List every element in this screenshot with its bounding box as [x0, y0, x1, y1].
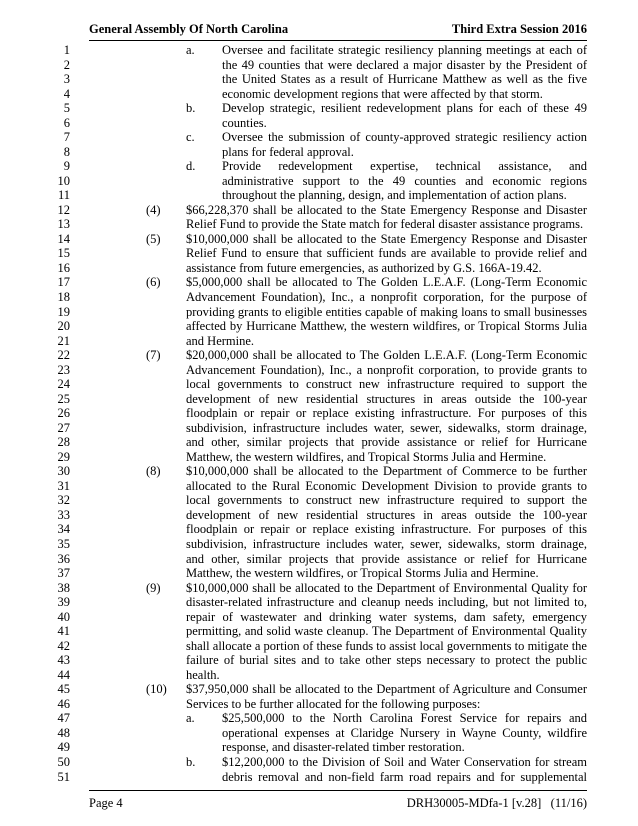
- subitem-label: c.: [186, 130, 195, 145]
- text-line: Develop strategic, resilient redevelopment plans for each of these 49: [222, 101, 587, 116]
- text-line: $5,000,000 shall be allocated to The Golden L.E.A.F. (Long-Term Economic: [186, 275, 587, 290]
- text-line: local governments to construct new infrastructure required to support the: [186, 493, 587, 508]
- line-number: 6: [63, 115, 70, 130]
- subitem-label: a.: [186, 711, 195, 726]
- line-number: 51: [57, 769, 70, 784]
- text-line: local governments to construct new infrastructure required to support the: [186, 377, 587, 392]
- line-number: 35: [57, 537, 70, 552]
- text-line: $10,000,000 shall be allocated to the Department of Environmental Quality for: [186, 580, 587, 595]
- line-number: 17: [57, 275, 70, 290]
- page-footer: [89, 796, 587, 812]
- text-line: $37,950,000 shall be allocated to the Department of Agriculture and Consumer: [186, 682, 587, 697]
- text-line: disaster-related infrastructure and cleanup needs including, but not limited to,: [186, 595, 587, 610]
- text-line: throughout the planning, design, and implementation of action plans.: [222, 188, 567, 203]
- text-line: providing grants to eligible entities capable of making loans to small businesses: [186, 304, 587, 319]
- text-line: and Hermine.: [186, 333, 255, 348]
- text-line: development of new residential structures in areas outside the 100-year: [186, 391, 587, 406]
- line-number: 50: [57, 754, 70, 769]
- subitem-label: d.: [186, 159, 196, 174]
- text-line: $10,000,000 shall be allocated to the State Emergency Response and Disaster: [186, 231, 587, 246]
- line-number: 24: [57, 377, 70, 392]
- subdivision-label: (9): [146, 580, 161, 595]
- line-number: 1: [63, 43, 70, 57]
- text-line: shall allocate a portion of these funds to assist local governments to mitigate the: [186, 638, 587, 653]
- text-line: Services to be further allocated for the following purposes:: [186, 696, 481, 711]
- header-rule: [89, 40, 587, 41]
- text-line: floodplain or repair or replace existing infrastructure. For purposes of this: [186, 522, 587, 537]
- document-id: DRH30005-MDfa-1 [v.28] (11/16): [406, 796, 587, 810]
- line-number: 36: [57, 551, 70, 566]
- text-line: affected by Hurricane Matthew, the western wildfires, or Tropical Storms Julia: [186, 319, 587, 334]
- text-line: $20,000,000 shall be allocated to The Golden L.E.A.F. (Long-Term Economic: [186, 348, 587, 363]
- text-line: repair of wastewater and drinking water systems, dam safety, emergency: [186, 609, 587, 624]
- text-line: development of new residential structures in areas outside the 100-year: [186, 507, 587, 522]
- line-number: 8: [63, 144, 70, 159]
- line-number: 10: [57, 173, 70, 188]
- line-number: 45: [57, 682, 70, 697]
- page-number: Page 4: [89, 796, 123, 810]
- line-number: 18: [57, 290, 70, 304]
- subitem-label: b.: [186, 754, 196, 769]
- line-number: 38: [57, 580, 70, 595]
- line-number: 22: [57, 348, 70, 363]
- subitem-label: a.: [186, 43, 195, 57]
- footer-rule: [89, 790, 587, 791]
- subdivision-label: (10): [146, 682, 167, 697]
- line-number: 46: [57, 696, 70, 711]
- subdivision-label: (4): [146, 202, 161, 217]
- header-title: General Assembly Of North Carolina: [89, 22, 289, 36]
- line-number: 40: [57, 609, 70, 624]
- line-number: 32: [57, 493, 70, 508]
- line-number: 23: [57, 362, 70, 377]
- line-number: 2: [63, 57, 70, 72]
- line-number: 9: [63, 159, 70, 174]
- line-number: 37: [57, 566, 70, 581]
- text-line: the United States as a result of Hurricane Matthew as well as the five: [222, 72, 587, 87]
- line-number: 4: [63, 86, 70, 101]
- text-line: operational expenses at Claridge Nursery in Wayne County, wildfire: [222, 725, 587, 740]
- text-line: $25,500,000 to the North Carolina Forest Service for repairs and: [222, 711, 587, 726]
- text-line: response, and disaster-related timber restoration.: [222, 740, 465, 755]
- subdivision-label: (7): [146, 348, 161, 363]
- text-line: debris removal and non-field farm road repairs and for supplemental: [222, 769, 587, 784]
- text-line: Matthew, the western wildfires, and Tropical Storms Julia and Hermine.: [186, 449, 547, 464]
- text-line: plans for federal approval.: [222, 144, 354, 159]
- line-number: 47: [57, 711, 70, 726]
- line-number: 43: [57, 653, 70, 668]
- text-line: administrative support to the 49 counties and economic regions: [222, 173, 587, 188]
- line-number: 30: [57, 464, 70, 479]
- line-number: 39: [57, 595, 70, 610]
- text-line: floodplain or repair or replace existing infrastructure. For purposes of this: [186, 406, 587, 421]
- line-number: 28: [57, 435, 70, 450]
- text-line: allocated to the Rural Economic Development Division to provide grants to: [186, 478, 587, 493]
- text-line: subdivision, infrastructure includes water, sewer, sidewalks, storm drainage,: [186, 537, 587, 552]
- text-line: economic development regions that were affected by that storm.: [222, 86, 543, 101]
- line-number: 14: [57, 231, 70, 246]
- text-line: the 49 counties that were declared a major disaster by the President of: [222, 57, 587, 72]
- text-line: Provide redevelopment expertise, technical assistance, and: [222, 159, 587, 174]
- text-line: permitting, and solid waste cleanup. The Department of Environmental Quality: [186, 624, 587, 639]
- line-number: 5: [63, 101, 70, 116]
- text-line: $12,200,000 to the Division of Soil and Water Conservation for stream: [222, 754, 587, 769]
- text-line: Relief Fund to ensure that sufficient funds are available to provide relief and: [186, 246, 587, 261]
- line-number: 31: [57, 478, 70, 493]
- subdivision-label: (6): [146, 275, 161, 290]
- line-number: 34: [57, 522, 70, 537]
- line-number: 12: [57, 202, 70, 217]
- line-number: 19: [57, 304, 70, 319]
- text-line: $10,000,000 shall be allocated to the Department of Commerce to be further: [186, 464, 587, 479]
- line-number: 27: [57, 420, 70, 435]
- line-number: 7: [63, 130, 70, 145]
- line-number: 48: [57, 725, 70, 740]
- text-line: Matthew, the western wildfires, or Tropical Storms Julia and Hermine.: [186, 566, 539, 581]
- line-number: 25: [57, 391, 70, 406]
- text-line: Advancement Foundation), Inc., a nonprofit corporation, for the purpose of: [186, 290, 587, 304]
- line-number: 44: [57, 667, 70, 682]
- text-line: and other, similar projects that provide assistance or relief for Hurricane: [186, 551, 587, 566]
- text-line: assistance from future emergencies, as authorized by G.S. 166A-19.42.: [186, 260, 542, 275]
- page-header: [89, 22, 587, 40]
- line-number: 13: [57, 217, 70, 232]
- line-number: 20: [57, 319, 70, 334]
- text-line: and other, similar projects that provide assistance or relief for Hurricane: [186, 435, 587, 450]
- line-number: 49: [57, 740, 70, 755]
- text-line: counties.: [222, 115, 267, 130]
- line-number: 21: [57, 333, 70, 348]
- line-number: 41: [57, 624, 70, 639]
- text-line: failure of burial sites and to take other steps necessary to protect the public: [186, 653, 587, 668]
- subdivision-label: (5): [146, 231, 161, 246]
- line-number: 16: [57, 260, 70, 275]
- subitem-label: b.: [186, 101, 196, 116]
- line-number: 15: [57, 246, 70, 261]
- text-line: Oversee and facilitate strategic resiliency planning meetings at each of: [222, 43, 587, 57]
- text-line: Oversee the submission of county-approved strategic resiliency action: [222, 130, 587, 145]
- header-session: Third Extra Session 2016: [451, 22, 587, 36]
- line-number: 3: [63, 72, 70, 87]
- subdivision-label: (8): [146, 464, 161, 479]
- text-line: $66,228,370 shall be allocated to the State Emergency Response and Disaster: [186, 202, 587, 217]
- text-line: health.: [186, 667, 220, 682]
- text-line: subdivision, infrastructure includes water, sewer, sidewalks, storm drainage,: [186, 420, 587, 435]
- line-number: 42: [57, 638, 70, 653]
- line-number: 26: [57, 406, 70, 421]
- line-number: 11: [57, 188, 70, 203]
- text-line: Advancement Foundation), Inc., a nonprofit corporation, to provide grants to: [186, 362, 587, 377]
- line-number: 29: [57, 449, 70, 464]
- line-number: 33: [57, 507, 70, 522]
- text-line: Relief Fund to provide the State match for federal disaster assistance programs.: [186, 217, 584, 232]
